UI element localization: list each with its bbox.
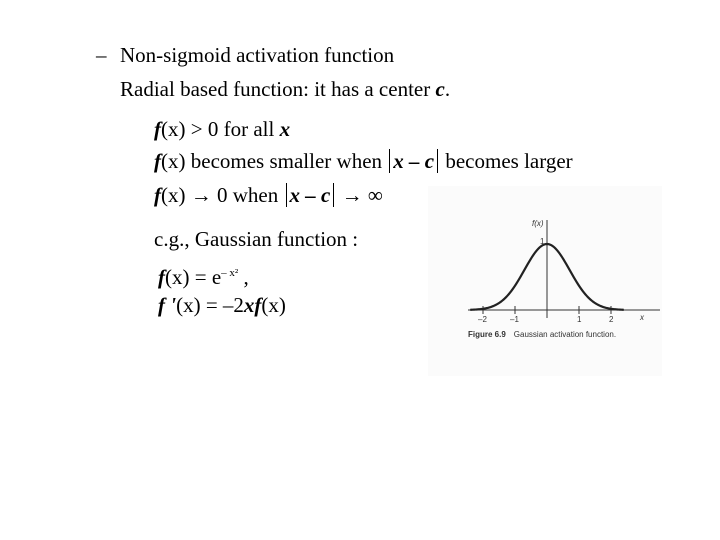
gaussian-equation: [158, 258, 249, 292]
deriv-arg2: (x): [261, 293, 286, 317]
x-tick-label-neg2: –2: [478, 315, 487, 324]
gauss-arg: (x): [165, 265, 190, 289]
deriv-eq: = –2: [200, 293, 244, 317]
eq3-tail: → ∞: [336, 183, 383, 207]
eq3-arg: (x): [161, 183, 186, 207]
eq2-tail: becomes larger: [440, 149, 573, 173]
y-axis-label: f(x): [532, 219, 544, 228]
x-tick-label-neg1: –1: [510, 315, 519, 324]
eq3-f: f: [154, 183, 161, 207]
caption-label: Figure 6.9: [468, 330, 506, 339]
figure-caption: [468, 330, 616, 339]
x-tick-label-pos2: 2: [609, 315, 614, 324]
deriv-f: f ': [158, 293, 177, 317]
bullet-dash: –: [96, 43, 107, 67]
gauss-comma: ,: [238, 265, 249, 289]
equation-line-3: [154, 180, 383, 210]
gauss-f: f: [158, 265, 165, 289]
equation-line-2: [154, 146, 573, 176]
eq2-arg: (x): [161, 149, 186, 173]
gaussian-figure: [428, 186, 662, 376]
gaussian-plot: [428, 186, 662, 326]
example-label: c.g., Gaussian function :: [154, 227, 359, 251]
derivative-equation: [158, 290, 286, 320]
eq1-arg: (x): [161, 117, 186, 141]
eq1-f: f: [154, 117, 161, 141]
equation-line-1: [154, 114, 290, 144]
bullet-subtitle: [120, 74, 450, 104]
subtitle-prefix: Radial based function: it has a center: [120, 77, 436, 101]
eq2-abs: x – c: [389, 149, 438, 173]
eq2-f: f: [154, 149, 161, 173]
bullet-title: Non-sigmoid activation function: [120, 43, 395, 67]
eq2-mid: becomes smaller when: [185, 149, 388, 173]
bullet-heading: [96, 40, 394, 70]
x-tick-label-pos1: 1: [577, 315, 582, 324]
eq3-abs: x – c: [286, 183, 335, 207]
subtitle-suffix: .: [444, 77, 451, 101]
caption-text: Gaussian activation function.: [513, 330, 617, 339]
deriv-arg: (x): [176, 293, 201, 317]
eq1-rest: > 0 for all: [185, 117, 280, 141]
gauss-exp: – x²: [221, 267, 239, 279]
x-axis-label: x: [640, 313, 644, 322]
y-tick-label: 1: [540, 237, 545, 246]
deriv-xf: xf: [243, 293, 262, 317]
gauss-eq: = e: [189, 265, 222, 289]
eq3-mid: → 0 when: [185, 183, 284, 207]
subtitle-var: c: [435, 77, 445, 101]
eq1-x: x: [279, 117, 291, 141]
